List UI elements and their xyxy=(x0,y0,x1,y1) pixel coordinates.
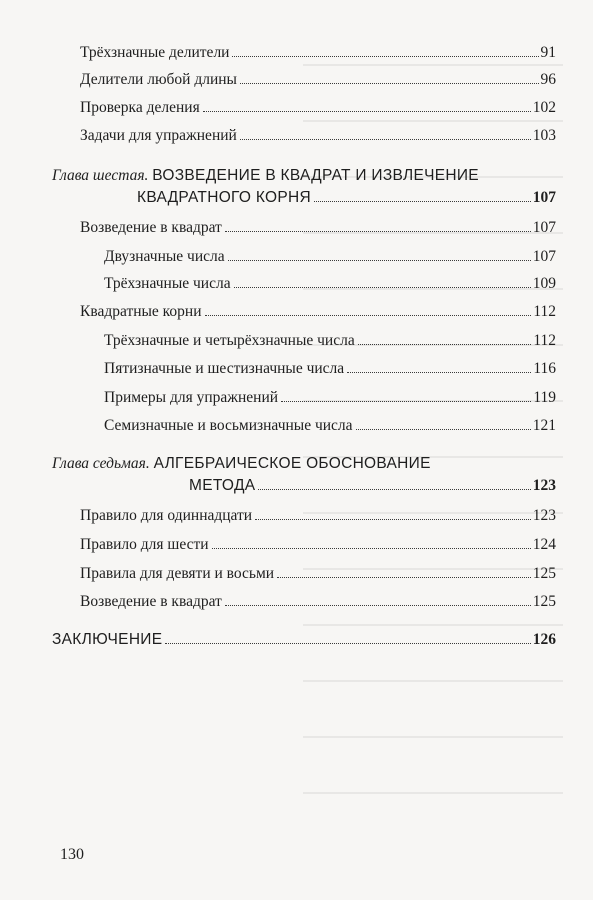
toc-entry: Трёхзначные и четырёхзначные числа 112 xyxy=(104,332,556,349)
toc-entry: Семизначные и восьмизначные числа 121 xyxy=(104,417,556,434)
dot-leader xyxy=(277,577,531,578)
toc-entry: Делители любой длины 96 xyxy=(80,71,556,88)
toc-entry: Квадратные корни 112 xyxy=(80,303,556,320)
toc-entry: Правила для девяти и восьми 125 xyxy=(80,565,556,582)
show-through-background xyxy=(303,40,563,840)
dot-leader xyxy=(225,231,531,232)
dot-leader xyxy=(314,201,531,202)
toc-entry: Пятизначные и шестизначные числа 116 xyxy=(104,360,556,377)
toc-entry: Двузначные числа 107 xyxy=(104,248,556,265)
toc-entry: Задачи для упражнений 103 xyxy=(80,127,556,144)
dot-leader xyxy=(258,489,530,490)
toc-entry: Возведение в квадрат 125 xyxy=(80,593,556,610)
dot-leader xyxy=(232,56,538,57)
chapter-title: АЛГЕБРАИЧЕСКОЕ ОБОСНОВАНИЕ xyxy=(153,455,431,472)
dot-leader xyxy=(255,519,531,520)
chapter-label: Глава седьмая. xyxy=(52,455,150,472)
toc-entry: Правило для одиннадцати 123 xyxy=(80,507,556,524)
toc-conclusion: ЗАКЛЮЧЕНИЕ 126 xyxy=(52,631,556,648)
toc-entry: Трёхзначные делители 91 xyxy=(80,44,556,61)
toc-entry: Проверка деления 102 xyxy=(80,99,556,116)
dot-leader xyxy=(358,344,532,345)
dot-leader xyxy=(225,605,531,606)
dot-leader xyxy=(212,548,531,549)
page-number: 130 xyxy=(60,846,84,863)
dot-leader xyxy=(240,139,531,140)
chapter-heading-line2: КВАДРАТНОГО КОРНЯ 107 xyxy=(137,189,556,206)
dot-leader xyxy=(347,372,531,373)
chapter-heading xyxy=(52,453,431,475)
dot-leader xyxy=(205,315,532,316)
toc-entry: Примеры для упражнений 119 xyxy=(104,389,556,406)
chapter-heading xyxy=(52,165,479,187)
dot-leader xyxy=(165,643,530,644)
dot-leader xyxy=(356,429,531,430)
dot-leader xyxy=(203,111,531,112)
dot-leader xyxy=(281,401,531,402)
toc-entry: Возведение в квадрат 107 xyxy=(80,219,556,236)
dot-leader xyxy=(228,260,531,261)
toc-entry: Правило для шести 124 xyxy=(80,536,556,553)
chapter-label: Глава шестая. xyxy=(52,167,149,184)
dot-leader xyxy=(234,287,531,288)
dot-leader xyxy=(240,83,539,84)
toc-entry: Трёхзначные числа 109 xyxy=(104,275,556,292)
chapter-title: ВОЗВЕДЕНИЕ В КВАДРАТ И ИЗВЛЕЧЕНИЕ xyxy=(152,167,479,184)
chapter-heading-line2: МЕТОДА 123 xyxy=(189,477,556,494)
